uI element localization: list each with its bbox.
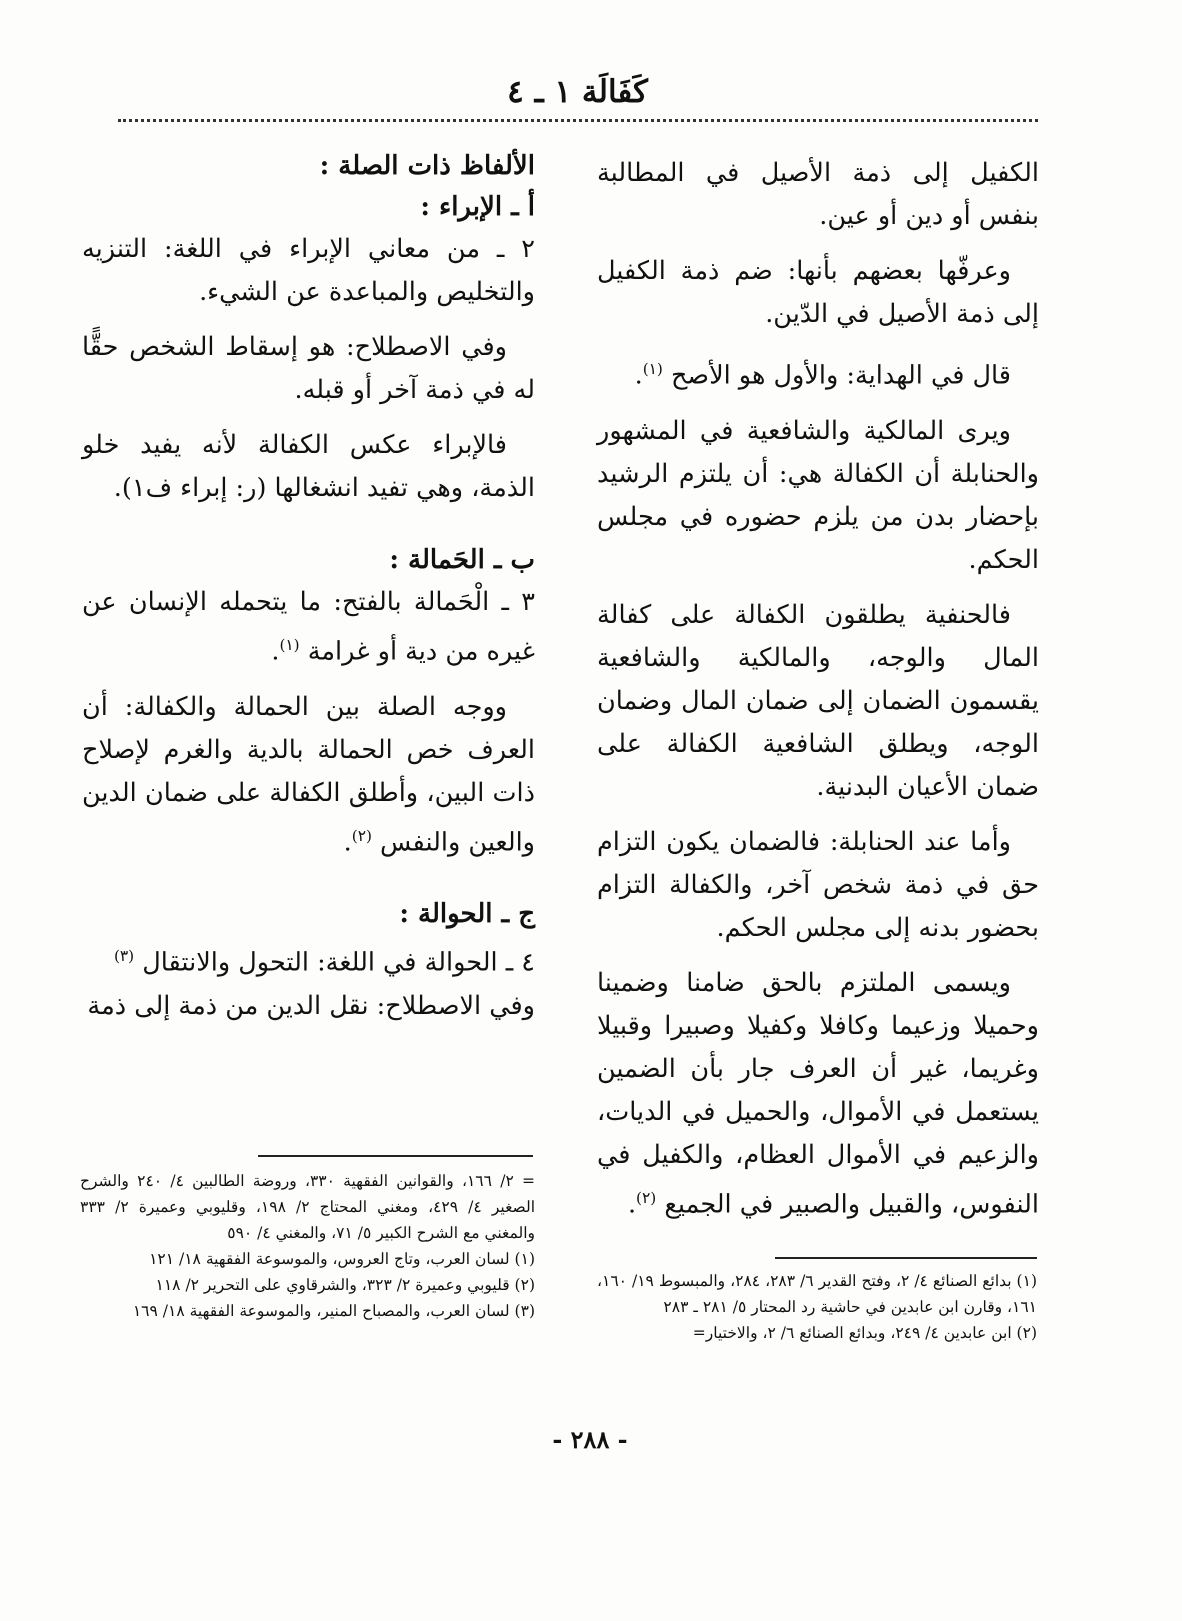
- paragraph: ٣ ـ الْحَمالة بالفتح: ما يتحمله الإنسان عن غيره من دية أو غرامة $^{(١)}$.: [82, 587, 535, 667]
- footnote: (٣) لسان العرب، والمصباح المنير، والموسوعة الفقهية ١٨/ ١٦٩: [132, 1302, 535, 1320]
- footnote-ref: (٣): [113, 947, 135, 965]
- paragraph: ووجه الصلة بين الحمالة والكفالة: أن العرف خص الحمالة بالدية والغرم لإصلاح ذات البين، وأطلق الكفالة على ضمان الدين والعين والنفس $^{(٢)}$.: [82, 691, 535, 857]
- footnote-continuation: = ٢/ ١٦٦، والقوانين الفقهية ٣٣٠، وروضة الطالبين ٤/ ٢٤٠ والشرح الصغير ٤/ ٤٢٩، ومغني المحتاج ٢/ ١٩٨، وقليوبي وعميرة ٢/ ٣٣٣ والمغني مع الشرح الكبير ٥/ ٧١، والمغني ٤/ ٥٩٠: [80, 1172, 536, 1242]
- footnote-rule: [258, 1155, 533, 1157]
- footnote-ref: (١): [642, 360, 663, 378]
- paragraph-text: ويسمى الملتزم بالحق ضامنا وضمينا وحميلا وزعيما وكافلا وكفيلا وصبيرا وقبيلا وغريما، غير أن العرف جار بأن الضمين يستعمل في الأموال، والحميل في الديات، والزعيم في الأموال العظام، والكفيل في النفوس، والقبيل والصبير في الجميع: [597, 967, 1039, 1219]
- paragraph: ويرى المالكية والشافعية في المشهور والحنابلة أن الكفالة هي: أن يلتزم الرشيد بإحضار بدن من يلزم حضوره في مجلس الحكم.: [597, 415, 1039, 575]
- paragraph: فالإبراء عكس الكفالة لأنه يفيد خلو الذمة، وهي تفيد انشغالها (ر: إبراء ف١).: [82, 430, 535, 503]
- footnote: (١) بدائع الصنائع ٤/ ٢، وفتح القدير ٦/ ٢٨٣، ٢٨٤، والمبسوط ١٩/ ١٦٠، ١٦١، وقارن ابن عابدين في حاشية رد المحتار ٥/ ٢٨١ ـ ٢٨٣: [597, 1272, 1037, 1316]
- footnotes-left: [80, 1168, 535, 1324]
- paragraph-text: قال في الهداية: والأول هو الأصح: [670, 360, 1011, 391]
- paragraph: وأما عند الحنابلة: فالضمان يكون التزام حق في ذمة شخص آخر، والكفالة التزام بحضور بدنه إلى مجلس الحكم.: [597, 826, 1039, 943]
- paragraph: ٢ ـ من معاني الإبراء في اللغة: التنزيه والتخليص والمباعدة عن الشيء.: [82, 234, 535, 307]
- page-number: - ٢٨٨ -: [552, 1425, 628, 1454]
- paragraph: الكفيل إلى ذمة الأصيل في المطالبة بنفس أو دين أو عين.: [597, 158, 1039, 231]
- footnote: (١) لسان العرب، وتاج العروس، والموسوعة الفقهية ١٨/ ١٢١: [149, 1250, 535, 1268]
- right-text-column: [597, 152, 1039, 1238]
- paragraph: [82, 935, 535, 985]
- paragraph-text: ٤ ـ الحوالة في اللغة: التحول والانتقال: [142, 947, 535, 978]
- footnote: (٢) قليوبي وعميرة ٢/ ٣٢٣، والشرقاوي على التحرير ٢/ ١١٨: [155, 1276, 535, 1294]
- footnote-rule: [775, 1257, 1037, 1259]
- footnote-ref: (٢): [636, 1188, 657, 1207]
- paragraph: فالحنفية يطلقون الكفالة على كفالة المال والوجه، والمالكية والشافعية يقسمون الضمان إلى ضمان المال وضمان الوجه، ويطلق الشافعية الكفالة على ضمان الأعيان البدنية.: [597, 599, 1039, 802]
- header-dotted-rule: [118, 119, 1038, 122]
- paragraph: وعرفّها بعضهم بأنها: ضم ذمة الكفيل إلى ذمة الأصيل في الدّين.: [597, 256, 1039, 329]
- paragraph: وفي الاصطلاح: هو إسقاط الشخص حقًّا له في ذمة آخر أو قبله.: [82, 332, 535, 405]
- footnote-ref: (٢): [351, 826, 372, 845]
- paragraph: وفي الاصطلاح: نقل الدين من ذمة إلى ذمة: [87, 990, 535, 1021]
- left-text-column: [82, 146, 535, 1040]
- subsection-heading: ب ـ الحَمالة :: [389, 545, 535, 575]
- subsection-heading: أ ـ الإبراء :: [420, 192, 535, 222]
- subsection-heading: ج ـ الحوالة :: [399, 899, 535, 929]
- paragraph-text: ووجه الصلة بين الحمالة والكفالة: أن العرف خص الحمالة بالدية والغرم لإصلاح ذات البين، وأطلق الكفالة على ضمان الدين والعين والنفس: [82, 691, 535, 857]
- footnotes-right: [597, 1268, 1037, 1346]
- section-heading: الألفاظ ذات الصلة :: [319, 151, 535, 181]
- paragraph: قال في الهداية: والأول هو الأصح $^{(١)}$.: [634, 360, 1011, 391]
- paragraph-text: ٣ ـ الْحَمالة بالفتح: ما يتحمله الإنسان عن غيره من دية أو غرامة: [82, 587, 535, 667]
- running-header-title: كَفَالَة ١ ـ ٤: [507, 74, 648, 110]
- footnote-ref: (١): [279, 636, 300, 654]
- footnote: (٢) ابن عابدين ٤/ ٢٤٩، وبدائع الصنائع ٦/ ٢، والاختيار=: [692, 1324, 1037, 1342]
- paragraph: ويسمى الملتزم بالحق ضامنا وضمينا وحميلا وزعيما وكافلا وكفيلا وصبيرا وقبيلا وغريما، غير أن العرف جار بأن الضمين يستعمل في الأموال، والحميل في الديات، والزعيم في الأموال العظام، والكفيل في النفوس، والقبيل والصبير في الجميع $^{(٢)}$.: [597, 967, 1039, 1219]
